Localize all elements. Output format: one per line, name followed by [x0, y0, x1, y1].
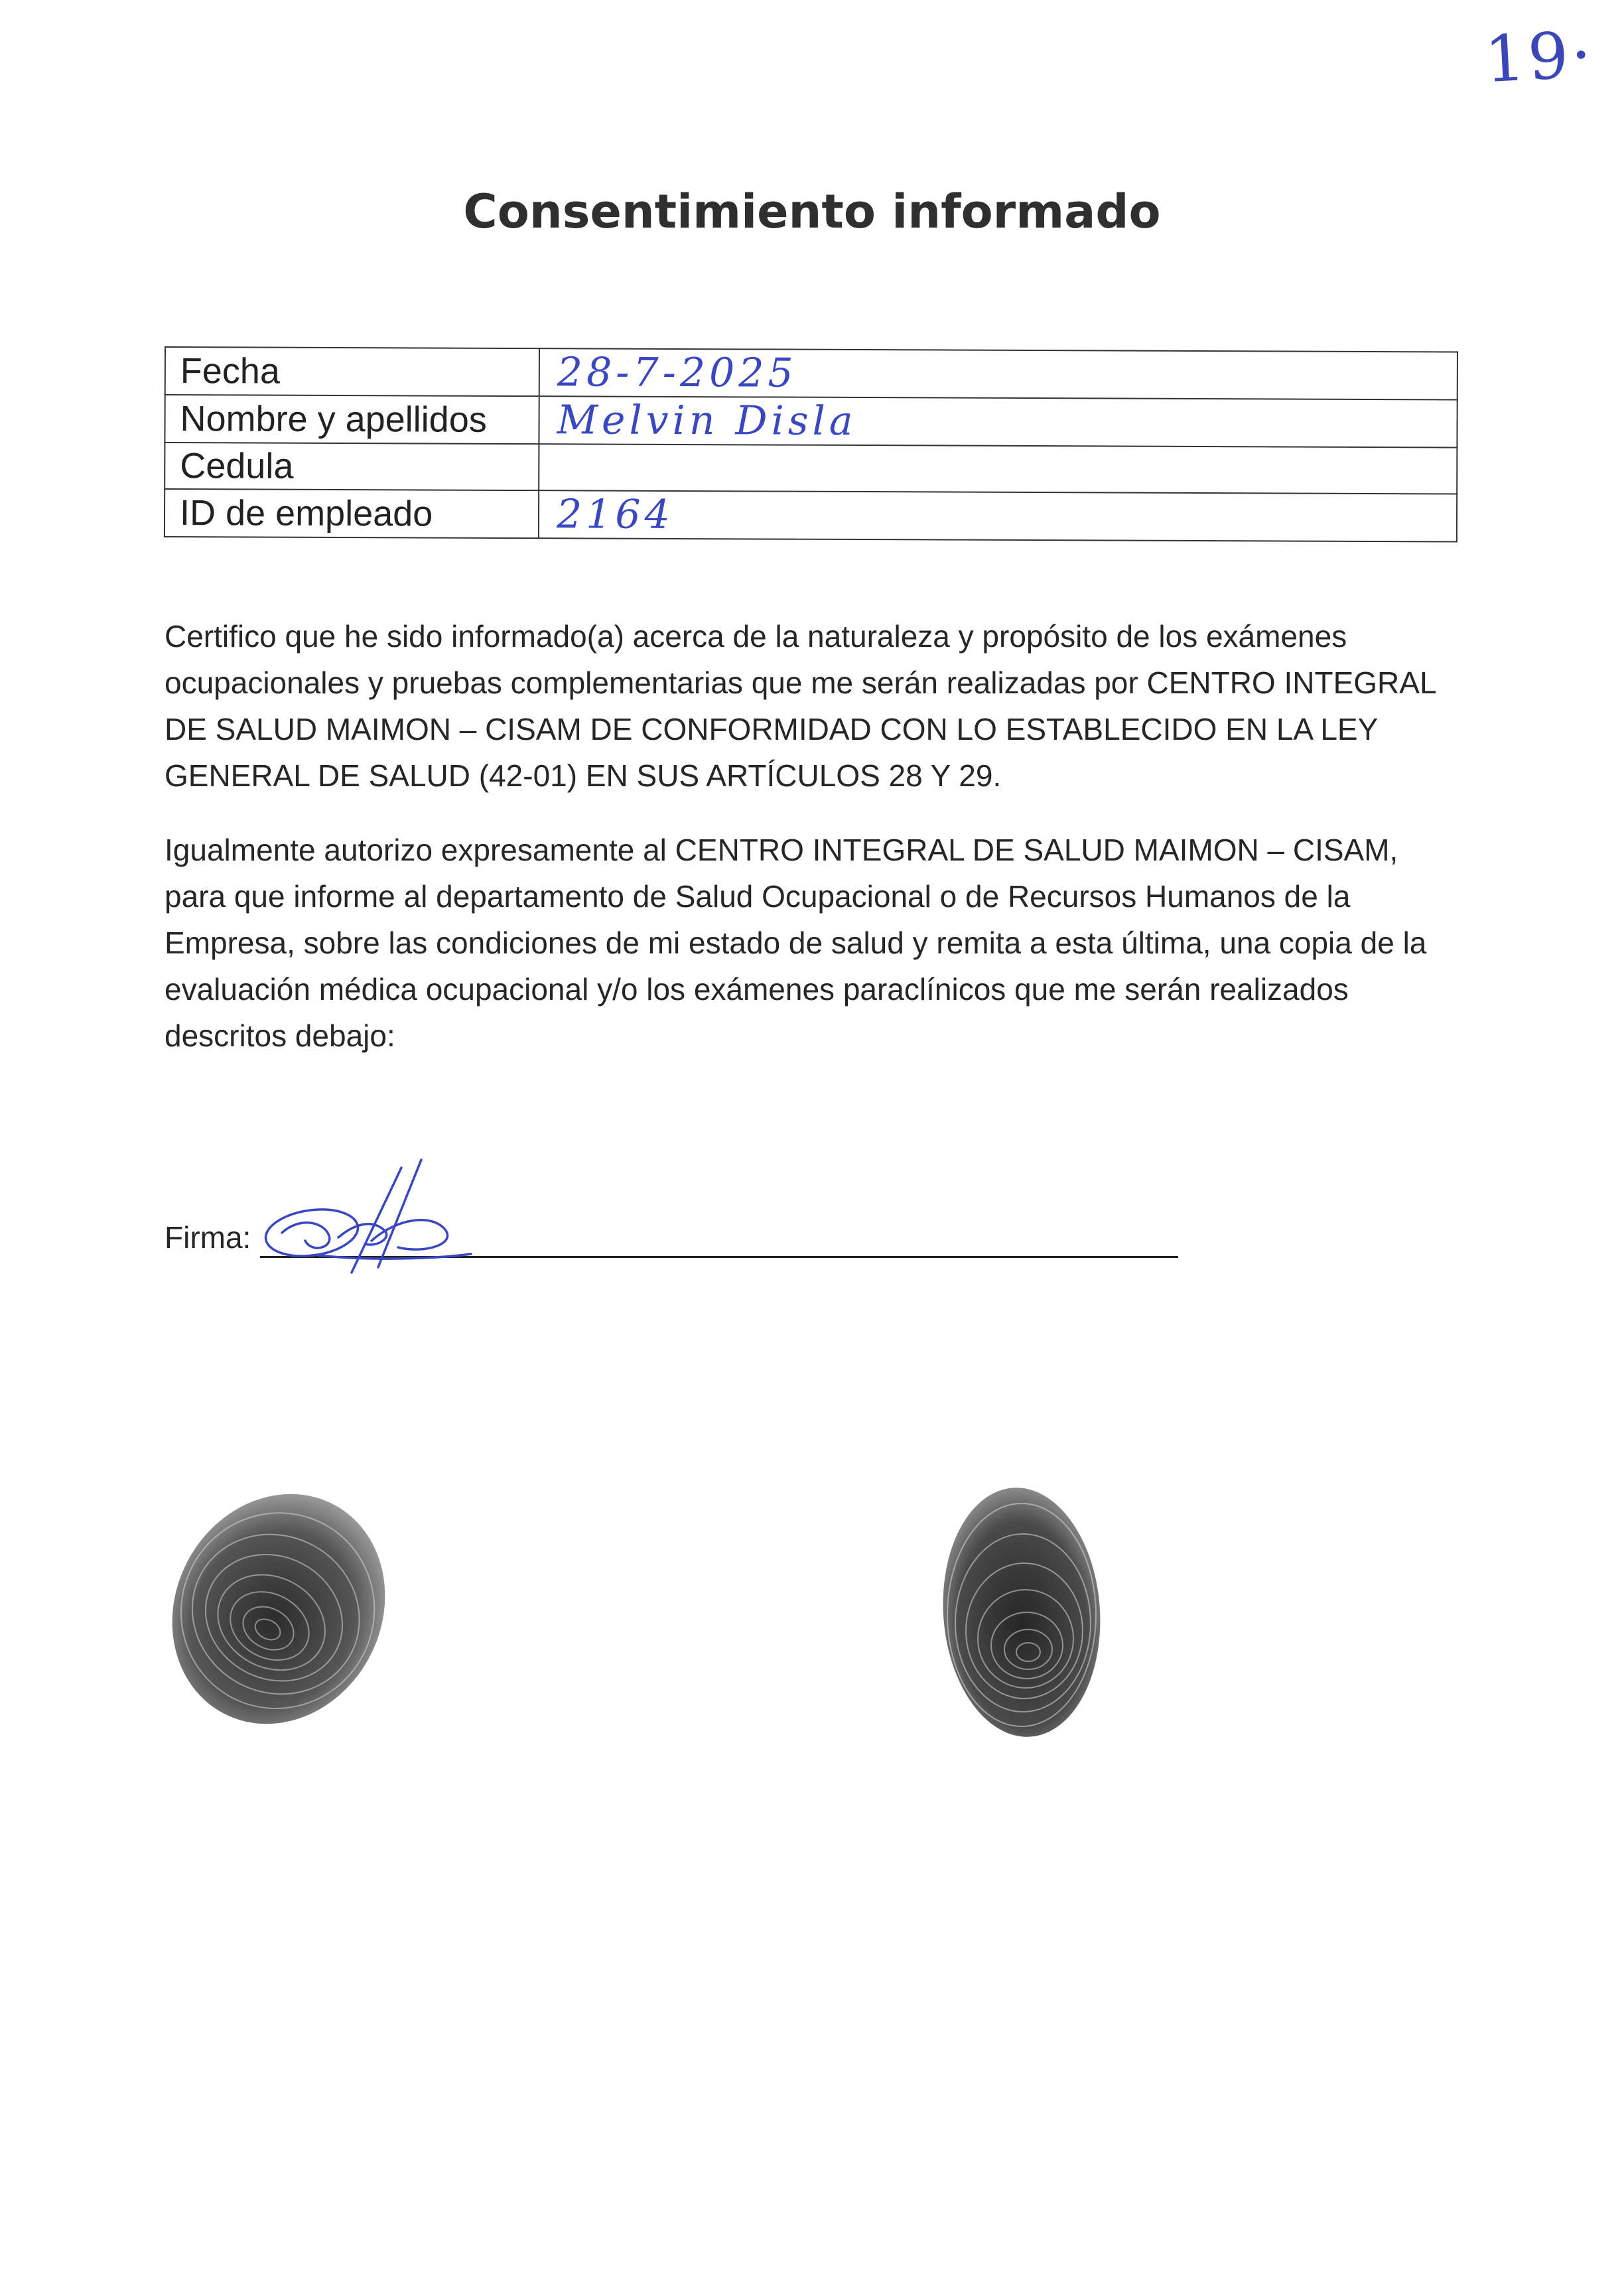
table-row — [165, 347, 1457, 399]
id-empleado-label: ID de empleado — [165, 489, 539, 538]
cedula-label: Cedula — [165, 443, 539, 490]
nombre-label: Nombre y apellidos — [165, 395, 539, 444]
page-title: Consentimiento informado — [463, 184, 1161, 239]
signature-label: Firma: — [165, 1220, 251, 1255]
table-row — [165, 395, 1457, 447]
table-row — [165, 489, 1457, 541]
left-fingerprint-image — [159, 1480, 398, 1745]
nombre-value: Melvin Disla — [539, 396, 1457, 447]
employee-info-table — [164, 346, 1458, 542]
page-number: 19· — [1483, 17, 1596, 98]
fecha-value: 28-7-2025 — [539, 348, 1457, 399]
table-row — [165, 443, 1457, 494]
id-empleado-value: 2164 — [539, 490, 1457, 541]
handwritten-signature — [259, 1154, 498, 1287]
authorization-paragraph: Igualmente autorizo expresamente al CENTRO INTEGRAL DE SALUD MAIMON – CISAM, para que informe al departamento de Salud Ocupacional o de Recursos Humanos de la Empresa, sobre las condiciones de mi estado de salud y remita a esta última, una copia de la evaluación médica ocupacional y/o los exámenes paraclínicos que me serán realizados descritos debajo: — [165, 833, 1427, 1053]
cedula-value — [539, 444, 1457, 494]
certification-paragraph: Certifico que he sido informado(a) acerca de la naturaleza y propósito de los exámenes ocupacionales y pruebas complementarias que me serán realizadas por CENTRO INTEGRAL DE SALUD MAIMON – CISAM DE CONFORMIDAD CON LO ESTABLECIDO EN LA LEY GENERAL DE SALUD (42-01) EN SUS ARTÍCULOS 28 Y 29. — [165, 619, 1436, 793]
right-fingerprint-image — [922, 1473, 1121, 1752]
fecha-label: Fecha — [165, 347, 539, 396]
